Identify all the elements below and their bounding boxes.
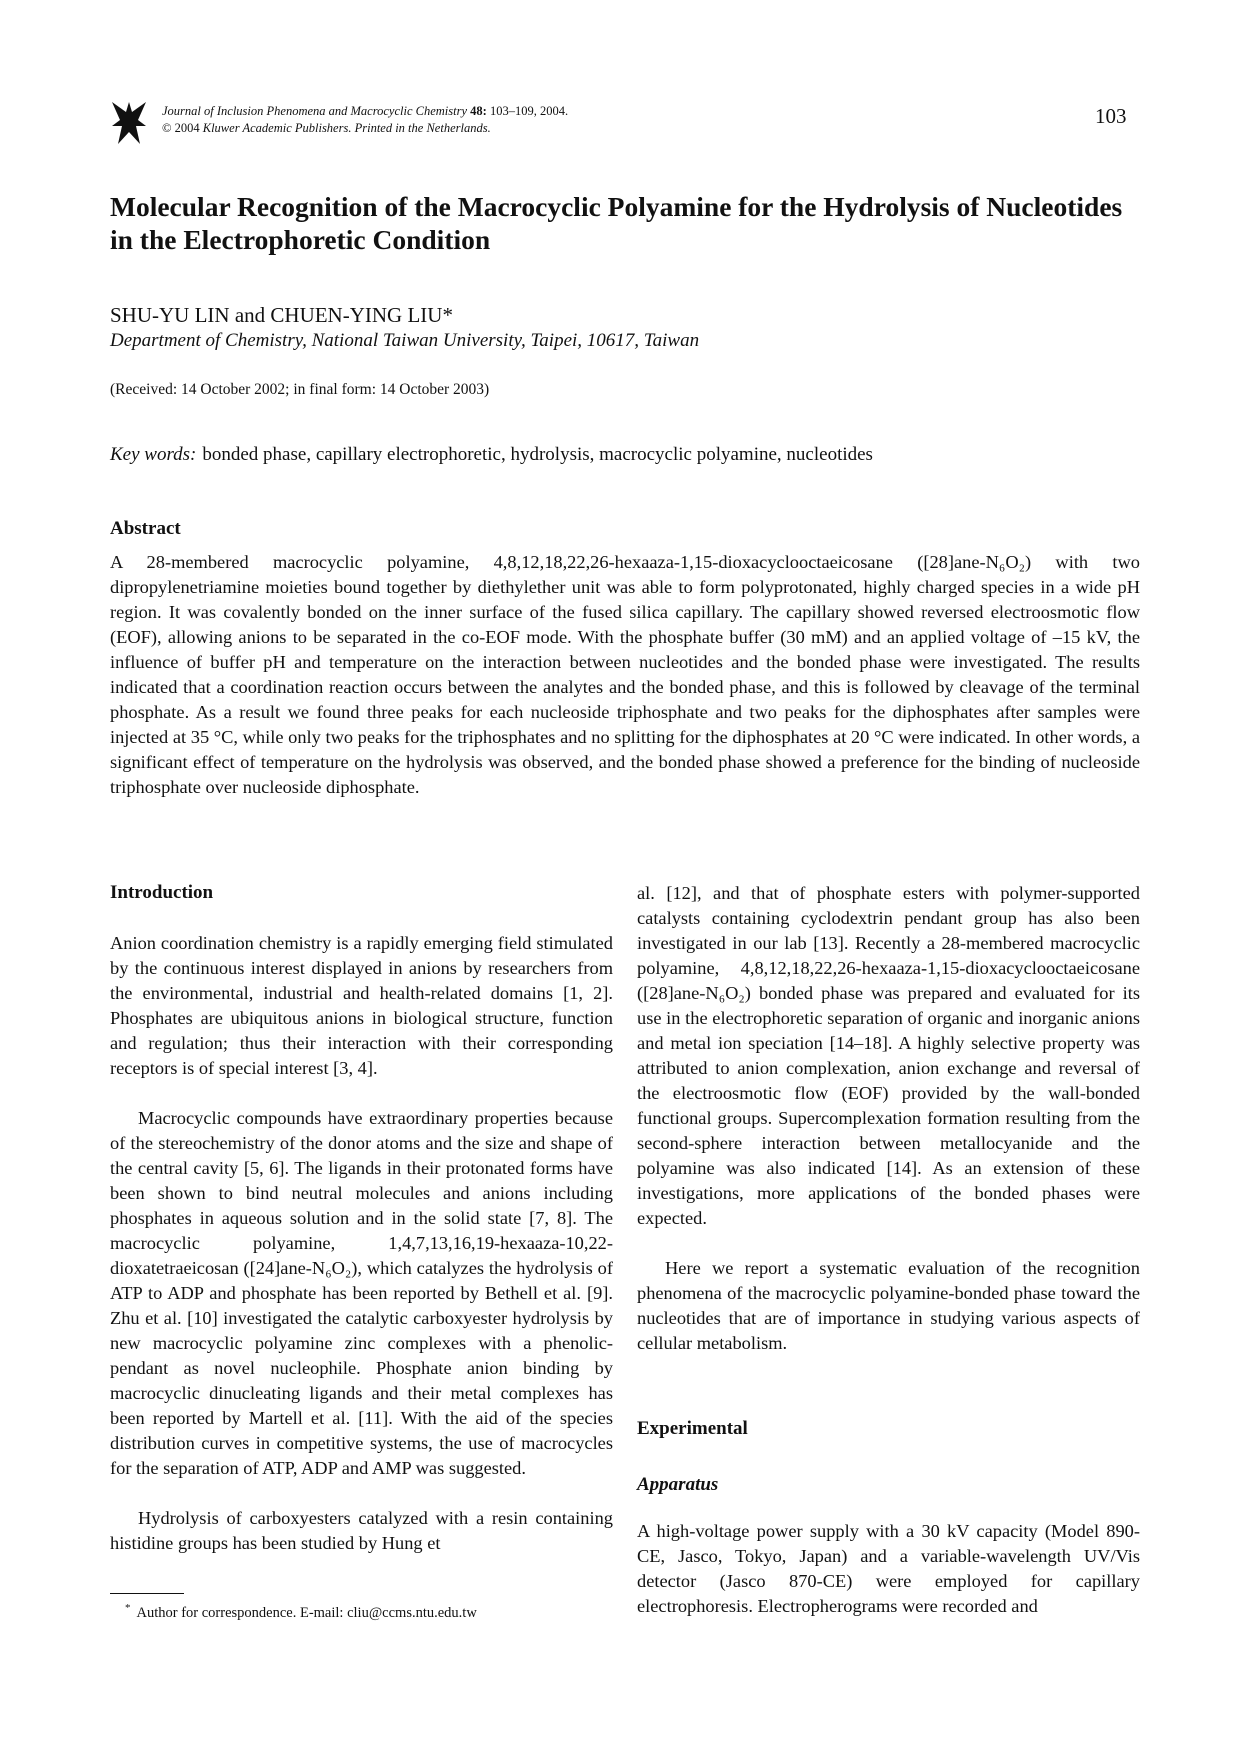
copyright: © 2004 — [162, 121, 200, 135]
apparatus-paragraph: A high-voltage power supply with a 30 kV capacity (Model 890-CE, Jasco, Tokyo, Japan) and a variable-wavelength UV/Vis detector (Jasco 870-CE) were employed for capillary electrophoresis. Electropherograms were recorded and — [637, 1521, 1140, 1616]
page-number: 103 — [1095, 104, 1127, 128]
intro-paragraph-3: Hydrolysis of carboxyesters catalyzed with a resin containing histidine groups has been studied by Hung et — [110, 1508, 613, 1553]
intro-paragraph-1: Anion coordination chemistry is a rapidly emerging field stimulated by the continuous interest displayed in anions by researchers from the environmental, industrial and health-related domains [1, 2]. Phosphates are ubiquitous anions in biological structure, function and regulation; thus their interaction with their corresponding receptors is of special interest [3, 4]. — [110, 933, 613, 1078]
abstract-text: A 28-membered macrocyclic polyamine, 4,8,12,18,22,26-hexaaza-1,15-dioxacyclooctaeicosane ([28]ane-N₆O₂) with two dipropylenetriamine moieties bound together by diethylether unit was able to form polyprotonated, highly charged species in a wide pH region. It was covalently bonded on the inner surface of the fused silica capillary. The capillary showed reversed electroosmotic flow (EOF), allowing anions to be separated in the co-EOF mode. With the phosphate buffer (30 mM) and an applied voltage of –15 kV, the influence of buffer pH and temperature on the interaction between nucleotides and the bonded phase were investigated. The results indicated that a coordination reaction occurs between the analytes and the bonded phase, and this is followed by cleavage of the terminal phosphate. As a result we found three peaks for each nucleoside triphosphate and two peaks for the diphosphates after samples were injected at 35 °C, while only two peaks for the triphosphates and no splitting for the diphosphates at 20 °C were indicated. In other words, a significant effect of temperature on the hydrolysis was observed, and the bonded phase showed a preference for the binding of nucleoside triphosphate over nucleoside diphosphate. — [110, 552, 1140, 797]
apparatus-subheading: Apparatus — [637, 1474, 719, 1495]
publisher: Kluwer Academic Publishers. — [202, 121, 352, 135]
abstract-heading: Abstract — [110, 518, 181, 539]
keywords-text: bonded phase, capillary electrophoretic, hydrolysis, macrocyclic polyamine, nucleotides — [202, 444, 873, 465]
keywords — [110, 444, 873, 466]
printed-in: Printed in the Netherlands. — [354, 121, 491, 135]
affiliation: Department of Chemistry, National Taiwan University, Taipei, 10617, Taiwan — [110, 330, 700, 351]
authors: SHU-YU LIN and CHUEN-YING LIU* — [110, 303, 453, 327]
experimental-heading: Experimental — [637, 1418, 748, 1439]
intro-paragraph-2: Macrocyclic compounds have extraordinary properties because of the stereochemistry of the donor atoms and the size and shape of the central cavity [5, 6]. The ligands in their protonated forms have been shown to bind neutral molecules and anions including phosphates in aqueous solution and in the solid state [7, 8]. The macrocyclic polyamine, 1,4,7,13,16,19-hexaaza-10,22-dioxatetraeicosan ([24]ane-N₆O₂), which catalyzes the hydrolysis of ATP to ADP and phosphate has been reported by Bethell et al. [9]. Zhu et al. [10] investigated the catalytic carboxyester hydrolysis by new macrocyclic polyamine zinc complexes with a phenolic-pendant as novel nucleophile. Phosphate anion binding by macrocyclic dinucleating ligands and their metal complexes has been reported by Martell et al. [11]. With the aid of the species distribution curves in competitive systems, the use of macrocycles for the separation of ATP, ADP and AMP was suggested. — [110, 1108, 613, 1478]
intro-paragraph-4: al. [12], and that of phosphate esters with polymer-supported catalysts containing cyclodextrin pendant group has also been investigated in our lab [13]. Recently a 28-membered macrocyclic polyamine, 4,8,12,18,22,26-hexaaza-1,15-dioxacyclooctaeicosane ([28]ane-N₆O₂) bonded phase was prepared and evaluated for its use in the electrophoretic separation of organic and inorganic anions and metal ion speciation [14–18]. A highly selective property was attributed to anion complexation, anion exchange and reversal of the electroosmotic flow (EOF) provided by the wall-bonded functional groups. Supercomplexation formation resulting from the second-sphere interaction between metallocyanide and the polyamine was also indicated [14]. As an extension of these investigations, more applications of the bonded phases were expected. — [637, 883, 1140, 1228]
journal-info — [162, 103, 568, 137]
keywords-label: Key words: — [110, 444, 197, 465]
publisher-logo-icon — [110, 100, 148, 146]
paper-title: Molecular Recognition of the Macrocyclic Polyamine for the Hydrolysis of Nucleotides in the Electrophoretic Condition — [110, 191, 1123, 255]
journal-volume: 48: — [470, 104, 487, 118]
introduction-heading: Introduction — [110, 882, 214, 903]
intro-paragraph-5: Here we report a systematic evaluation of the recognition phenomena of the macrocyclic polyamine-bonded phase toward the nucleotides that are of importance in studying various aspects of cellular metabolism. — [637, 1258, 1140, 1353]
footnote — [125, 1602, 477, 1622]
footnote-rule — [110, 1593, 184, 1594]
footnote-mark: * — [125, 1602, 131, 1614]
journal-name: Journal of Inclusion Phenomena and Macrocyclic Chemistry — [162, 104, 468, 118]
footnote-text: Author for correspondence. E-mail: cliu@ccms.ntu.edu.tw — [136, 1604, 477, 1621]
journal-pages: 103–109, 2004. — [489, 104, 569, 118]
received-date: (Received: 14 October 2002; in final form: 14 October 2003) — [110, 381, 490, 398]
